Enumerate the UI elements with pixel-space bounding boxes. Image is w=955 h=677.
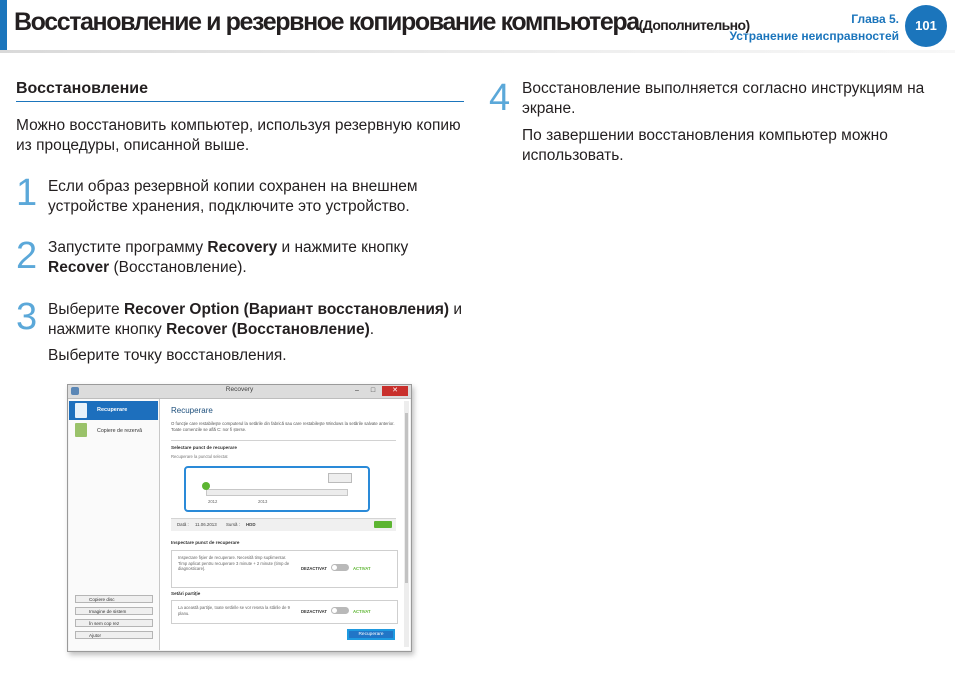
chapter-title: Устранение неисправностей [729,29,899,43]
step-4-text: Восстановление выполняется согласно инструкциям на экране. [522,80,925,117]
sidebar-item-backup[interactable] [69,423,158,439]
step-2-part-b: и нажмите кнопку [277,239,409,256]
step-2-part-a: Запустите программу [48,239,208,256]
recover-icon [75,403,87,418]
step-3-part-c: . [369,321,375,338]
toggle-knob [332,565,337,570]
page-title [14,8,750,37]
section-divider [16,101,464,102]
restore-point-info [171,518,396,531]
step-2-part-c: (Восстановление). [109,259,247,276]
step-3-text [48,300,468,340]
step-2-program-name: Recovery [207,239,278,256]
page-number-badge: 101 [905,5,947,47]
maximize-icon[interactable]: □ [370,387,376,394]
window-title: Recovery [225,386,254,393]
inspect-toggle-off-label: DEZACTIVAT [301,566,327,571]
recover-description: O funcţie care restabileşte computerul la setările din fabrică sau care restabileşte Windows la setările salvate anterior. Toate comenzile se află C: nor fi șterse. [171,421,395,432]
section-intro: Можно восстановить компьютер, используя резервную копию из процедуры, описанной выше. [16,117,461,154]
recovery-sidebar [69,399,160,650]
recover-button[interactable]: Recuperare [347,629,395,640]
chapter-number: Глава 5. [851,12,899,26]
chapter-label [730,11,899,45]
restore-point-marker-icon[interactable] [202,482,210,490]
recovery-main-pane [160,399,410,650]
system-image-button[interactable]: Imagine de sistem [75,607,153,615]
timeline-track[interactable] [206,489,348,496]
partition-toggle[interactable] [331,607,349,614]
close-icon[interactable]: ✕ [382,386,408,396]
step-2-button-name: Recover [48,259,110,276]
backup-icon [75,423,87,437]
timeline-year: 2012 [208,499,218,504]
page-title-main: Восстановление и резервное копирование компьютера [14,8,639,36]
step-1-text: Если образ резервной копии сохранен на внешнем устройстве хранения, подключите это устройство. [48,178,418,215]
restore-point-action-button[interactable] [374,521,392,528]
step-number-2: 2 [16,235,38,277]
inspect-heading: Inspectare punct de recuperare [171,540,240,545]
sidebar-item-label: Copiere de rezervă [97,428,143,434]
toggle-knob [332,608,337,613]
header-accent-bar [0,0,7,50]
source-value: HDD [246,522,256,527]
step-3-part-a: Выберите [48,301,124,318]
step-number-3: 3 [16,296,38,338]
partition-option-box [171,600,398,624]
recovery-window-screenshot [67,384,412,652]
date-value: 11.06.2013 [195,522,217,527]
timeline-year: 2013 [258,499,268,504]
sidebar-item-label: Recuperare [97,407,128,413]
step-3-part-b: и нажмите кнопку [48,301,463,338]
partition-toggle-on-label: ACTIVAT [353,609,371,614]
minimize-icon[interactable]: – [355,387,359,394]
scrollbar-thumb[interactable] [405,413,408,583]
date-label: Dată : [177,522,189,527]
inspect-toggle[interactable] [331,564,349,571]
restore-point-heading: Selectare punct de recuperare [171,445,237,450]
timeline-zoom-button[interactable] [328,473,352,483]
source-label: Sursă : [226,522,240,527]
step-3-note: Выберите точку восстановления. [48,347,287,364]
partition-heading: Setări partiţie [171,591,201,596]
inspect-toggle-on-label: ACTIVAT [353,566,371,571]
inspect-description: Inspectare fişier de recuperare. Necesită timp suplimentar. Timp aplicat pentru recuperare 3 minute + 2 minute (timp de diagnosticare). [178,555,290,572]
window-titlebar [68,385,411,399]
step-number-4: 4 [489,77,511,119]
partition-description: La această partiţie, toate setările se vor reseta la stările de 9 planu. [178,605,290,616]
copy-disc-button[interactable]: Copiere disc [75,595,153,603]
scrollbar[interactable] [404,401,409,647]
inspect-option-box [171,550,398,588]
sidebar-item-recover[interactable] [69,401,158,420]
step-number-1: 1 [16,172,38,214]
section-title: Восстановление [16,80,148,97]
step-3-button-name: Recover (Восстановление) [166,321,370,338]
page-title-suffix: (Дополнительно) [638,17,750,33]
step-2-text [48,238,468,278]
recover-heading: Recuperare [171,406,213,415]
step-4-note: По завершении восстановления компьютер можно использовать. [522,127,888,164]
divider [171,440,396,441]
step-3-option-name: Recover Option (Вариант восстановления) [123,301,450,318]
partition-toggle-off-label: DEZACTIVAT [301,609,327,614]
restore-point-subtitle: Recuperare la punctul selectat [171,454,228,459]
header-divider [0,50,955,53]
restore-point-timeline[interactable] [184,466,370,512]
backup-copy-button[interactable]: În sem cop rez [75,619,153,627]
help-button[interactable]: Ajutor [75,631,153,639]
